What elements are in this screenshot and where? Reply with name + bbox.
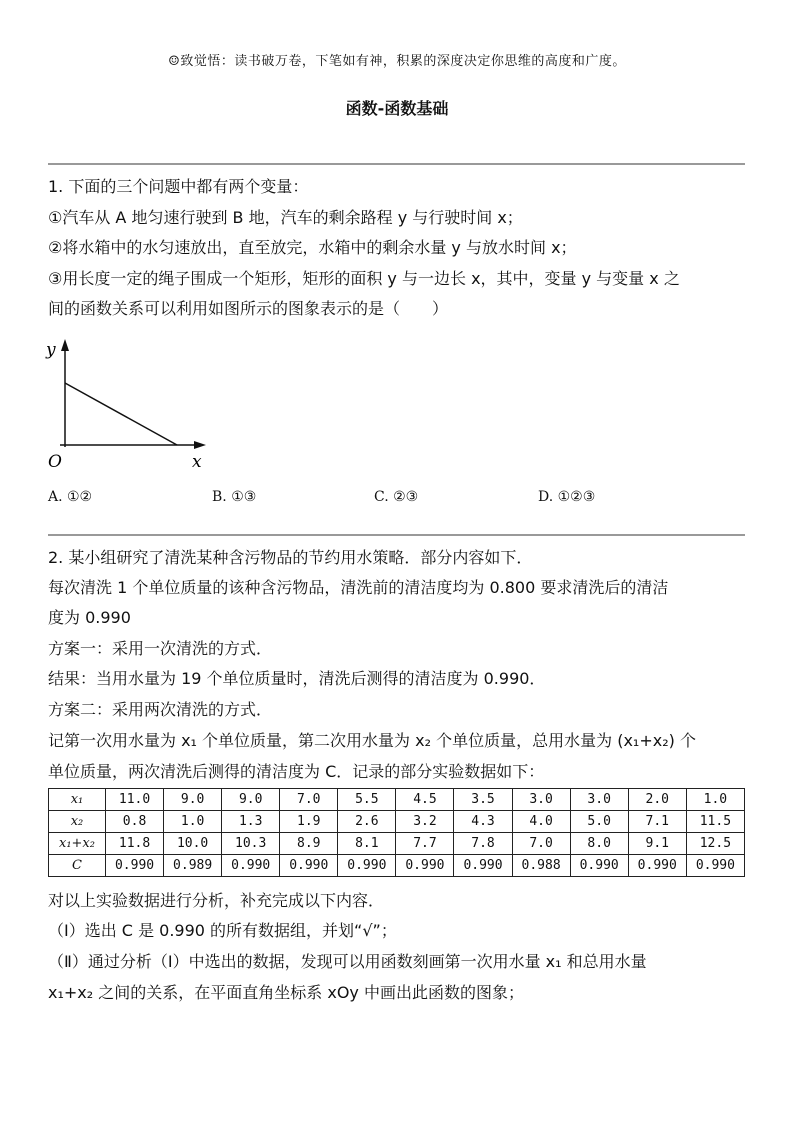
x-axis-label: x [192, 452, 202, 472]
graph-line [65, 383, 177, 445]
option-b[interactable]: B. ①③ [212, 489, 257, 505]
table-cell: 7.1 [628, 811, 686, 833]
table-row [49, 855, 745, 877]
table-cell: 3.5 [454, 789, 512, 811]
table-cell: 0.989 [164, 855, 222, 877]
option-a[interactable]: A. ①② [48, 489, 93, 505]
row-header: x₁ [49, 789, 106, 811]
table-cell: 8.1 [338, 833, 396, 855]
row-header: C [49, 855, 106, 877]
y-axis-arrow [61, 339, 69, 351]
table-row [49, 811, 745, 833]
row-header: x₁+x₂ [49, 833, 106, 855]
page-title: 函数-函数基础 [345, 99, 449, 118]
option-c[interactable]: C. ②③ [374, 489, 419, 505]
table-cell: 1.0 [164, 811, 222, 833]
table-cell: 3.0 [570, 789, 628, 811]
table-cell: 12.5 [686, 833, 744, 855]
row-header: x₂ [49, 811, 106, 833]
table-row [49, 833, 745, 855]
table-cell: 7.0 [512, 833, 570, 855]
table-cell: 0.990 [106, 855, 164, 877]
q2-text-4: 单位质量，两次清洗后测得的清洁度为 C．记录的部分实验数据如下： [48, 762, 545, 781]
table-cell: 11.0 [106, 789, 164, 811]
table-cell: 1.3 [222, 811, 280, 833]
divider-middle [48, 534, 745, 536]
table-cell: 9.0 [222, 789, 280, 811]
q2-text-5: 对以上实验数据进行分析，补充完成以下内容． [48, 891, 385, 910]
function-graph [40, 335, 220, 475]
table-cell: 0.990 [454, 855, 512, 877]
table-cell: 0.990 [280, 855, 338, 877]
option-d[interactable]: D. ①②③ [538, 489, 596, 505]
table-cell: 10.3 [222, 833, 280, 855]
table-cell: 0.990 [628, 855, 686, 877]
q1-item-3-cont: 间的函数关系可以利用如图所示的图象表示的是（ ） [48, 299, 449, 318]
table-cell: 10.0 [164, 833, 222, 855]
table-cell: 9.1 [628, 833, 686, 855]
table-cell: 0.990 [338, 855, 396, 877]
q2-stem: 2. 某小组研究了清洗某种含污物品的节约用水策略．部分内容如下． [48, 548, 533, 567]
table-cell: 3.2 [396, 811, 454, 833]
table-cell: 0.990 [396, 855, 454, 877]
table-cell: 11.8 [106, 833, 164, 855]
table-cell: 7.7 [396, 833, 454, 855]
q2-part-2: （Ⅱ）通过分析（Ⅰ）中选出的数据，发现可以用函数刻画第一次用水量 x₁ 和总用水量 [48, 952, 647, 971]
q1-item-3: ③用长度一定的绳子围成一个矩形，矩形的面积 y 与一边长 x，其中，变量 y 与变量 x 之 [48, 269, 680, 288]
table-cell: 8.0 [570, 833, 628, 855]
table-cell: 2.0 [628, 789, 686, 811]
table-cell: 4.3 [454, 811, 512, 833]
table-cell: 5.5 [338, 789, 396, 811]
q2-result-1: 结果：当用水量为 19 个单位质量时，清洗后测得的清洁度为 0.990． [48, 669, 546, 688]
q2-part-1: （Ⅰ）选出 C 是 0.990 的所有数据组，并划“√”； [48, 921, 397, 940]
table-cell: 1.9 [280, 811, 338, 833]
q2-plan-1: 方案一：采用一次清洗的方式． [48, 639, 273, 658]
table-cell: 7.8 [454, 833, 512, 855]
q2-plan-2: 方案二：采用两次清洗的方式． [48, 700, 273, 719]
y-axis-label: y [46, 340, 56, 360]
table-cell: 1.0 [686, 789, 744, 811]
table-cell: 0.990 [570, 855, 628, 877]
data-table [48, 788, 745, 877]
divider-top [48, 163, 745, 165]
table-cell: 7.0 [280, 789, 338, 811]
table-row [49, 789, 745, 811]
q2-text-3: 记第一次用水量为 x₁ 个单位质量，第二次用水量为 x₂ 个单位质量，总用水量为 (x₁+x₂) 个 [48, 731, 696, 750]
table-cell: 0.988 [512, 855, 570, 877]
origin-label: O [48, 452, 62, 472]
table-cell: 5.0 [570, 811, 628, 833]
table-cell: 4.0 [512, 811, 570, 833]
table-cell: 2.6 [338, 811, 396, 833]
table-cell: 0.8 [106, 811, 164, 833]
table-cell: 0.990 [686, 855, 744, 877]
table-cell: 4.5 [396, 789, 454, 811]
x-axis-arrow [194, 441, 206, 449]
q1-stem: 1. 下面的三个问题中都有两个变量： [48, 177, 309, 196]
q1-item-2: ②将水箱中的水匀速放出，直至放完，水箱中的剩余水量 y 与放水时间 x； [48, 238, 577, 257]
q2-part-2-cont: x₁+x₂ 之间的关系，在平面直角坐标系 xOy 中画出此函数的图象； [48, 983, 524, 1002]
q1-item-1: ①汽车从 A 地匀速行驶到 B 地，汽车的剩余路程 y 与行驶时间 x； [48, 208, 523, 227]
table-cell: 11.5 [686, 811, 744, 833]
q2-text-2: 度为 0.990 [48, 608, 131, 627]
table-cell: 8.9 [280, 833, 338, 855]
table-cell: 9.0 [164, 789, 222, 811]
table-cell: 0.990 [222, 855, 280, 877]
motto-header: ☺致觉悟：读书破万卷，下笔如有神，积累的深度决定你思维的高度和广度。 [168, 54, 626, 69]
table-cell: 3.0 [512, 789, 570, 811]
q2-text-1: 每次清洗 1 个单位质量的该种含污物品，清洗前的清洁度均为 0.800 要求清洗后的清洁 [48, 578, 669, 597]
